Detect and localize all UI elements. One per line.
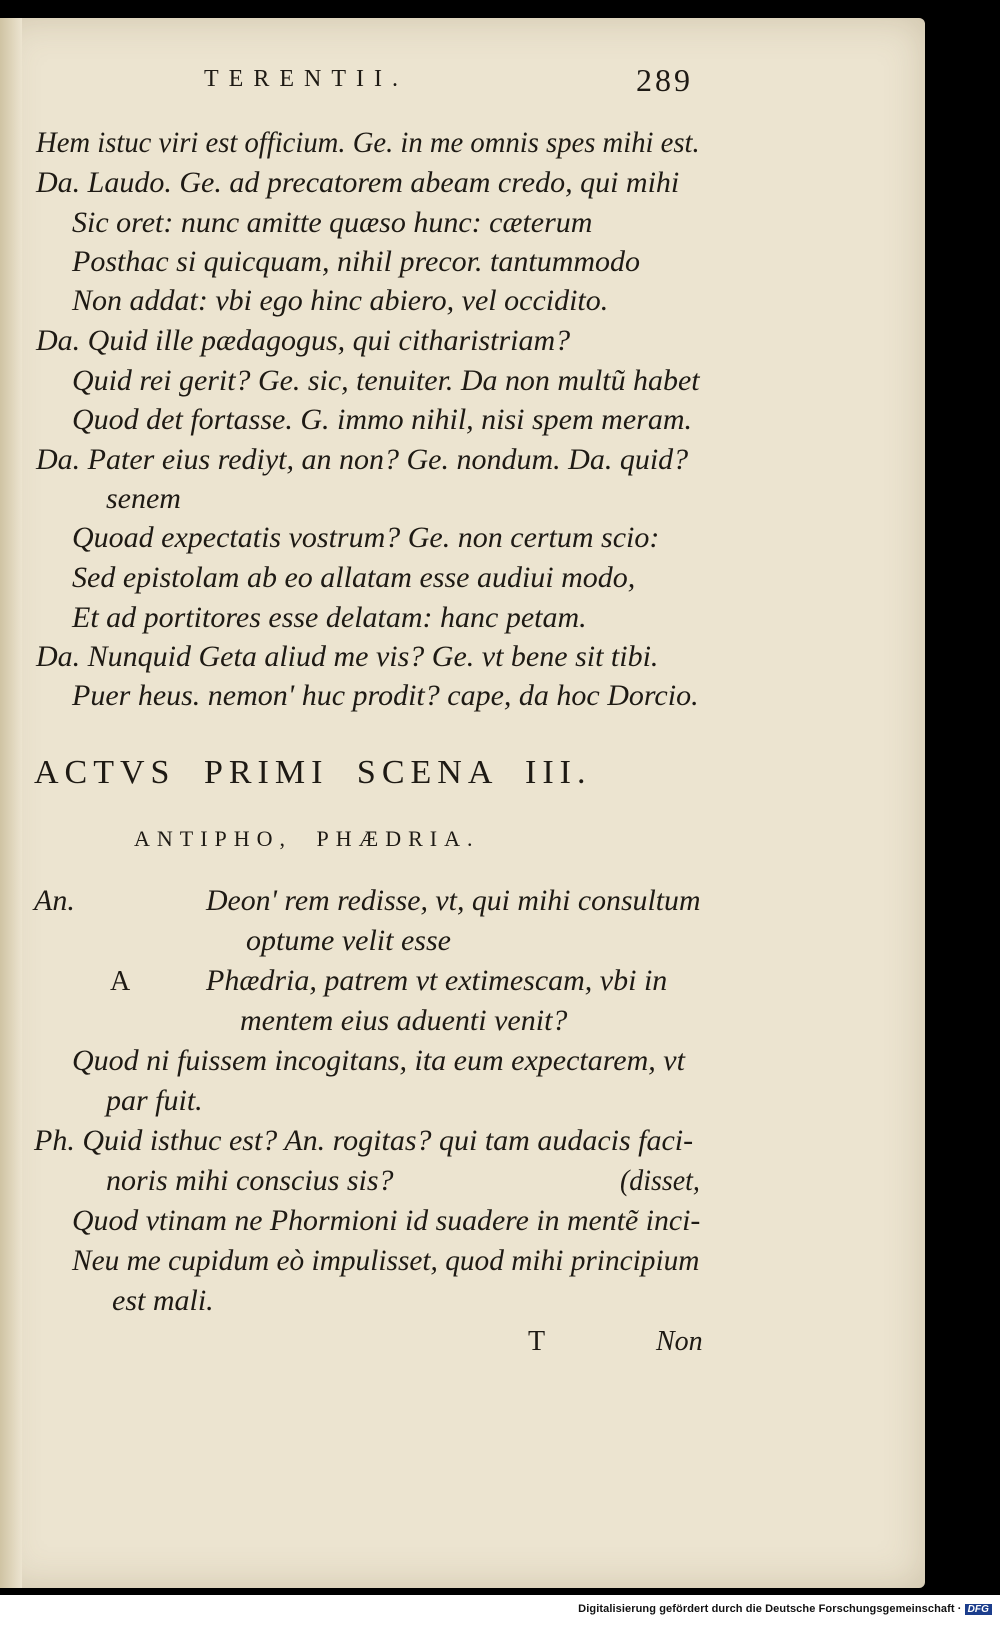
text-line: Puer heus. nemon' huc prodit? cape, da hoc Dorcio. — [72, 679, 699, 712]
footer-bar — [0, 1595, 1000, 1625]
text-line: mentem eius aduenti venit? — [240, 1004, 568, 1037]
catchword: Non — [656, 1326, 703, 1357]
text-line: Sed epistolam ab eo allatam esse audiui modo, — [72, 561, 636, 594]
text-line: par fuit. — [106, 1084, 203, 1117]
text-line: Quod ni fuissem incogitans, ita eum expectarem, vt — [72, 1044, 685, 1077]
dfg-logo-icon: DFG — [965, 1604, 992, 1615]
act-heading: ACTVS PRIMI SCENA III. — [34, 754, 592, 791]
text-line: Hem istuc viri est officium. Ge. in me omnis spes mihi est. — [36, 126, 700, 159]
text-line: Da. Laudo. Ge. ad precatorem abeam credo, qui mihi — [36, 166, 680, 199]
text-line: Ph. Quid isthuc est? An. rogitas? qui tam audacis faci- — [34, 1124, 694, 1157]
dramatis-personae: ANTIPHO, PHÆDRIA. — [134, 826, 480, 851]
text-line: Da. Quid ille pædagogus, qui citharistriam? — [36, 324, 571, 357]
text-line: Deon' rem redisse, vt, qui mihi consultum — [206, 884, 701, 917]
speaker-label: An. — [34, 884, 75, 917]
footer-text: Digitalisierung gefördert durch die Deutsche Forschungsgemeinschaft · — [578, 1603, 962, 1615]
text-line: Et ad portitores esse delatam: hanc petam. — [72, 601, 587, 634]
text-line: Da. Nunquid Geta aliud me vis? Ge. vt bene sit tibi. — [36, 640, 659, 673]
scan-border — [925, 0, 1000, 1595]
text-line: senem — [106, 482, 181, 515]
running-head: TERENTII. — [204, 66, 408, 92]
signature-mark-t: T — [528, 1326, 546, 1357]
text-line: noris mihi conscius sis? — [106, 1164, 394, 1197]
text-line: Quoad expectatis vostrum? Ge. non certum scio: — [72, 521, 660, 554]
text-line: Da. Pater eius rediyt, an non? Ge. nondum. Da. quid? — [36, 443, 689, 476]
text-line: Non addat: vbi ego hinc abiero, vel occidito. — [72, 284, 609, 317]
page-number: 289 — [636, 62, 693, 98]
page-gutter-shadow — [0, 18, 22, 1588]
footer-credit — [578, 1603, 992, 1615]
signature-mark: A — [110, 966, 131, 997]
text-line: optume velit esse — [246, 924, 451, 957]
text-line: Sic oret: nunc amitte quæso hunc: cæterum — [72, 206, 593, 239]
text-line: Neu me cupidum eò impulisset, quod mihi principium — [72, 1244, 700, 1277]
text-line: Quod vtinam ne Phormioni id suadere in mentẽ inci- — [72, 1204, 701, 1237]
text-line: Phædria, patrem vt extimescam, vbi in — [206, 964, 668, 997]
text-line: Quid rei gerit? Ge. sic, tenuiter. Da non multũ habet — [72, 364, 700, 397]
text-line: Posthac si quicquam, nihil precor. tantummodo — [72, 245, 641, 278]
text-line: est mali. — [112, 1284, 214, 1317]
text-line-turnover: (disset, — [620, 1164, 700, 1197]
book-page — [0, 18, 925, 1588]
text-line: Quod det fortasse. G. immo nihil, nisi spem meram. — [72, 403, 692, 436]
